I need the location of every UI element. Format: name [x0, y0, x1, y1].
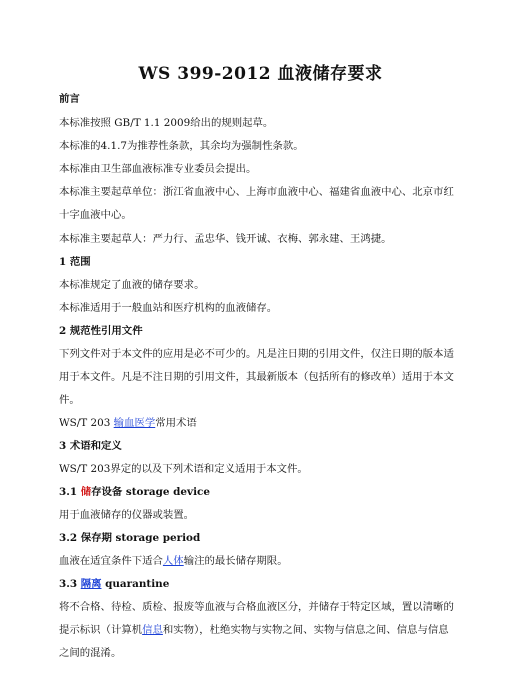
reference-line: [59, 416, 469, 430]
section-3-heading: 3 术语和定义: [59, 440, 122, 452]
section-2-line: 件。: [59, 394, 80, 406]
section-2-line: 下列文件对于本文件的应用是必不可少的。凡是注日期的引用文件，仅注日期的版本适: [59, 348, 454, 360]
foreword-line: 本标准的4.1.7为推荐性条款，其余均为强制性条款。: [59, 140, 304, 152]
highlighted-character: 储: [80, 486, 92, 498]
foreword-heading: 前言: [59, 93, 80, 105]
term-number: 3.1: [59, 486, 81, 498]
information-link[interactable]: 信息: [142, 624, 163, 636]
term-3-2-heading: 3.2 保存期 storage period: [59, 532, 201, 544]
reference-code: WS/T 203: [59, 417, 114, 429]
term-3-1-heading: [59, 485, 469, 499]
reference-suffix: 常用术语: [155, 417, 197, 429]
foreword-line: 本标准由卫生部血液标准专业委员会提出。: [59, 163, 257, 175]
foreword-line: 本标准按照 GB/T 1.1 2009给出的规则起草。: [59, 117, 274, 129]
section-2-heading: 2 规范性引用文件: [59, 325, 143, 337]
section-1-heading: 1 范围: [59, 256, 91, 268]
term-3-1-definition: 用于血液储存的仪器或装置。: [59, 509, 195, 521]
body-link[interactable]: 人体: [162, 555, 184, 567]
term-3-3-heading: [59, 577, 469, 591]
term-3-3-definition-line: 将不合格、待检、质检、报废等血液与合格血液区分，并储存于特定区域，置以清晰的: [59, 601, 454, 613]
document-title: WS 399-2012 血液储存要求: [138, 64, 383, 84]
term-3-3-definition-line: [59, 623, 469, 637]
term-name: 存设备 storage device: [91, 486, 210, 498]
definition-text: 和实物），杜绝实物与实物之间、实物与信息之间、信息与信息: [162, 624, 449, 636]
term-3-2-definition: [59, 554, 469, 568]
term-name: quarantine: [101, 578, 170, 590]
foreword-line: 本标准主要起草人：严力行、孟忠华、钱开诚、衣梅、郭永建、王鸿捷。: [59, 233, 392, 245]
term-number: 3.3: [59, 578, 81, 590]
term-3-3-definition-line: 之间的混淆。: [59, 647, 122, 659]
section-1-line: 本标准规定了血液的储存要求。: [59, 279, 205, 291]
definition-text: 血液在适宜条件下适合: [59, 555, 163, 567]
quarantine-link[interactable]: 隔离: [80, 578, 102, 590]
foreword-line: 十字血液中心。: [59, 209, 132, 221]
section-2-line: 用于本文件。凡是不注日期的引用文件，其最新版本（包括所有的修改单）适用于本文: [59, 371, 454, 383]
section-1-line: 本标准适用于一般血站和医疗机构的血液储存。: [59, 302, 278, 314]
definition-text: 提示标识（计算机: [59, 624, 143, 636]
definition-text: 输注的最长储存期限。: [183, 555, 288, 567]
section-3-line: WS/T 203界定的以及下列术语和定义适用于本文件。: [59, 463, 308, 475]
foreword-line: 本标准主要起草单位：浙江省血液中心、上海市血液中心、福建省血液中心、北京市红: [59, 186, 454, 198]
reference-link[interactable]: 输血医学: [113, 417, 156, 429]
